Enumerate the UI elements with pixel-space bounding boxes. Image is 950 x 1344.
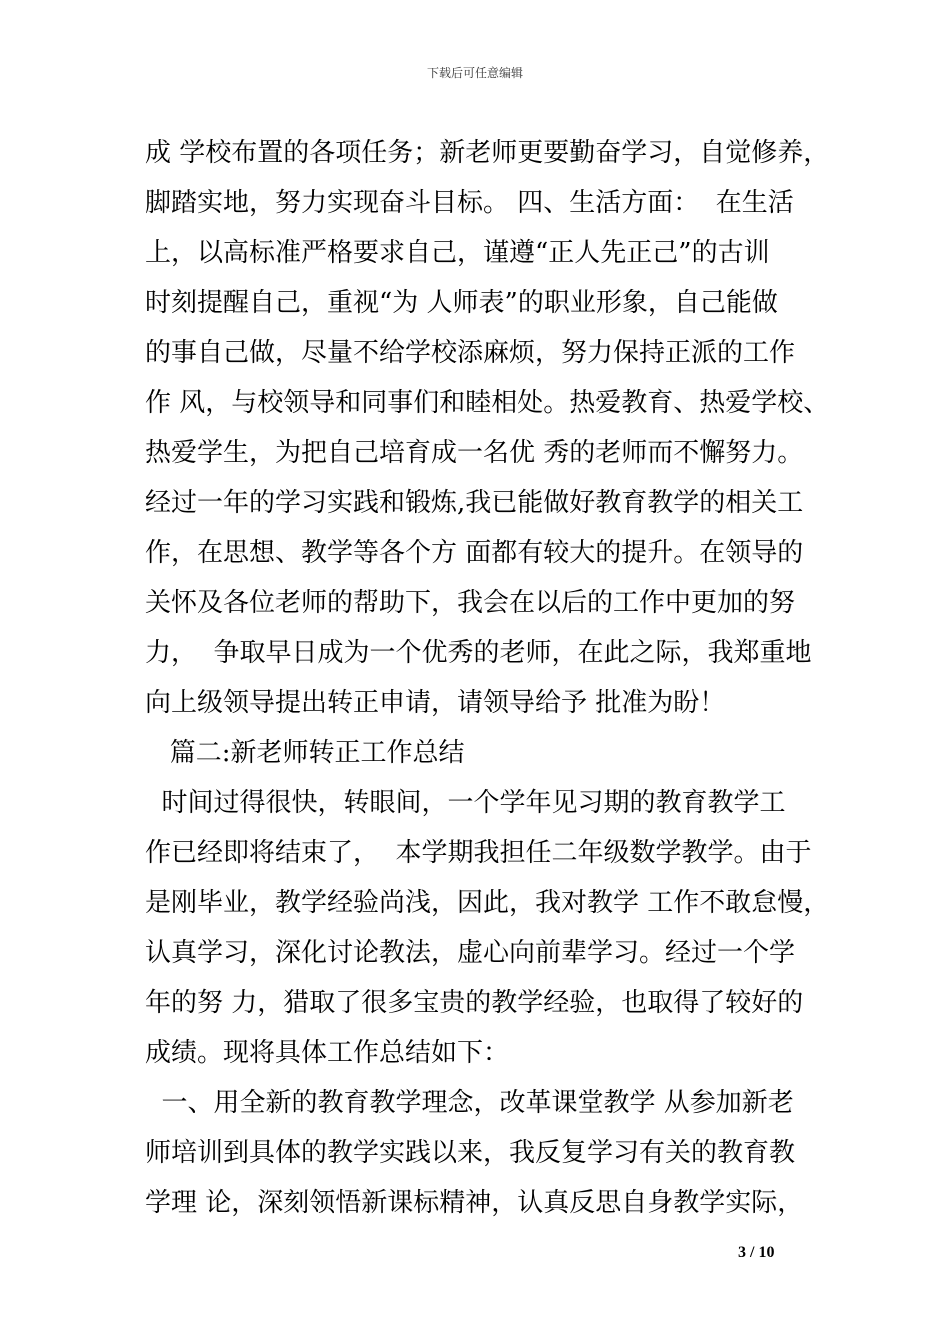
text-line: 热爱学生，为把自己培育成一名优 秀的老师而不懈努力。 xyxy=(145,438,804,468)
text-line: 是刚毕业，教学经验尚浅，因此，我对教学 工作不敢怠慢， xyxy=(145,888,830,918)
text-line: 作，在思想、教学等各个方 面都有较大的提升。在领导的 xyxy=(145,538,804,568)
text-line: 经过一年的学习实践和锻炼,我已能做好教育教学的相关工 xyxy=(145,488,804,518)
text-line: 年的努 力，猎取了很多宝贵的教学经验，也取得了较好的 xyxy=(145,988,804,1018)
text-line: 向上级领导提出转正申请，请领导给予 批准为盼！ xyxy=(145,688,726,718)
text-line: 力， 争取早日成为一个优秀的老师，在此之际，我郑重地 xyxy=(145,638,812,668)
text-line: 一、用全新的教育教学理念，改革课堂教学 从参加新老 xyxy=(145,1088,794,1118)
text-line: 的事自己做，尽量不给学校添麻烦，努力保持正派的工作 xyxy=(145,338,796,368)
text-line: 成绩。现将具体工作总结如下： xyxy=(145,1038,510,1068)
text-line: 师培训到具体的教学实践以来，我反复学习有关的教育教 xyxy=(145,1138,796,1168)
text-line: 上，以高标准严格要求自己，谨遵“正人先正己”的古训 xyxy=(145,238,770,268)
text-line: 学理 论，深刻领悟新课标精神，认真反思自身教学实际， xyxy=(145,1188,804,1218)
text-line: 作 风，与校领导和同事们和睦相处。热爱教育、热爱学校、 xyxy=(145,388,830,418)
document-body xyxy=(145,128,830,1228)
text-line: 时刻提醒自己，重视“为 人师表”的职业形象，自己能做 xyxy=(145,288,778,318)
text-line: 关怀及各位老师的帮助下，我会在以后的工作中更加的努 xyxy=(145,588,796,618)
text-line: 时间过得很快，转眼间，一个学年见习期的教育教学工 xyxy=(145,788,786,818)
text-line: 脚踏实地，努力实现奋斗目标。 四、生活方面： 在生活 xyxy=(145,188,794,218)
text-line: 成 学校布置的各项任务；新老师更要勤奋学习，自觉修养， xyxy=(145,138,830,168)
section-heading: 篇二:新老师转正工作总结 xyxy=(145,738,465,768)
page-header: 下载后可任意编辑 xyxy=(426,66,523,80)
text-line: 作已经即将结束了， 本学期我担任二年级数学教学。由于 xyxy=(145,838,812,868)
text-line: 认真学习，深化讨论教法，虚心向前辈学习。经过一个学 xyxy=(145,938,796,968)
page-number: 3 / 10 xyxy=(738,1244,775,1261)
